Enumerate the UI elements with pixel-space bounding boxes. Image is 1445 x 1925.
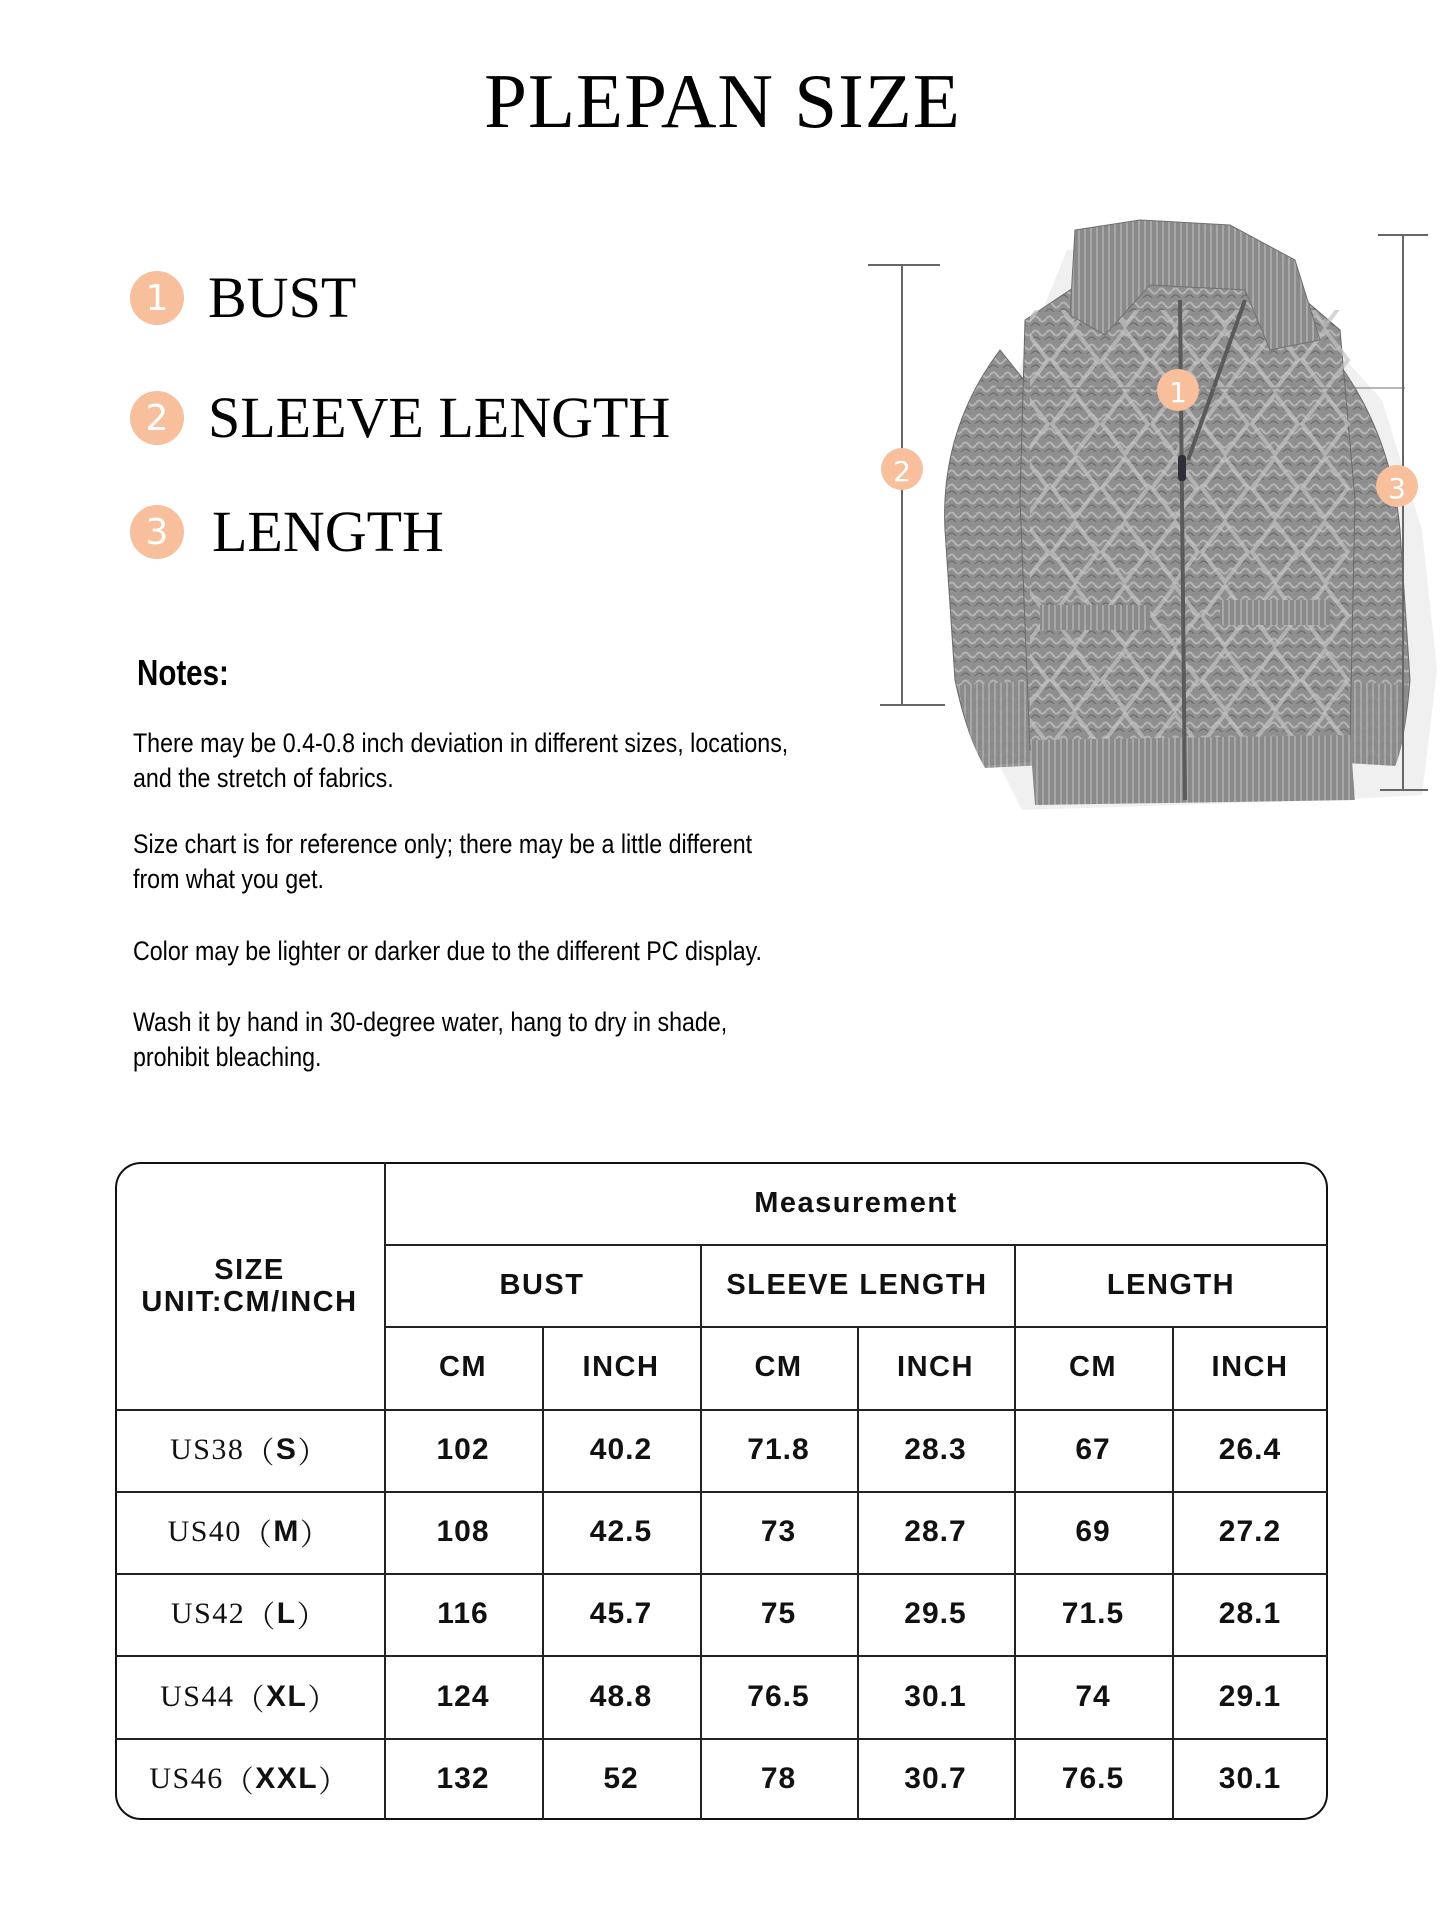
- left-pocket: [1040, 605, 1150, 630]
- size-header-label: SIZE: [214, 1253, 285, 1286]
- grid-line-vertical: [700, 1244, 702, 1820]
- right-pocket: [1220, 600, 1330, 625]
- paren-open: （: [241, 1519, 274, 1552]
- size-label: [115, 1409, 384, 1491]
- grid-line-vertical: [384, 1162, 386, 1820]
- unit-header: INCH: [582, 1351, 660, 1383]
- unit-header: INCH: [897, 1351, 974, 1383]
- zipper-pull: [1178, 455, 1186, 481]
- page-title: PLEPAN SIZE: [484, 58, 961, 144]
- paren-close: ）: [318, 1766, 350, 1799]
- note-line: Wash it by hand in 30-degree water, hang to dry in shade,: [133, 1007, 728, 1037]
- group-header-length: LENGTH: [1106, 1268, 1236, 1301]
- group-header-bust: BUST: [499, 1268, 585, 1301]
- table-cell: 30.1: [904, 1679, 967, 1713]
- unit-header: CM: [438, 1351, 488, 1383]
- size-letter: S: [275, 1433, 298, 1466]
- marker-2: [881, 448, 923, 490]
- table-cell: 76.5: [1061, 1762, 1125, 1795]
- marker-3: [1376, 465, 1418, 507]
- paren-close: ）: [307, 1683, 339, 1717]
- unit-header-label: UNIT:CM/INCH: [141, 1285, 358, 1318]
- size-us: US46: [149, 1762, 224, 1795]
- grid-line-horizontal: [384, 1244, 1328, 1246]
- size-us: US44: [160, 1679, 235, 1713]
- grid-line-horizontal: [115, 1409, 1328, 1411]
- table-cell: 75: [760, 1597, 797, 1630]
- table-cell: 48.8: [589, 1679, 653, 1713]
- table-cell: 28.3: [904, 1433, 967, 1466]
- marker-3-label: 3: [1388, 472, 1406, 505]
- group-header-sleeve-length: SLEEVE LENGTH: [726, 1268, 988, 1301]
- note-line: Color may be lighter or darker due to the different PC display.: [133, 936, 762, 966]
- size-label: [115, 1573, 384, 1655]
- table-cell: 45.7: [589, 1597, 653, 1630]
- grid-line-horizontal: [115, 1655, 1328, 1657]
- measurement-header: Measurement: [754, 1186, 958, 1219]
- legend-label: SLEEVE LENGTH: [208, 385, 671, 450]
- note-line: prohibit bleaching.: [133, 1042, 322, 1072]
- size-letter: L: [276, 1597, 297, 1630]
- table-cell: 69: [1075, 1515, 1111, 1548]
- paren-open: （: [244, 1437, 276, 1470]
- note-paragraph: [133, 934, 941, 969]
- legend-item-sleeve-length: [130, 385, 671, 450]
- size-letter: XXL: [255, 1762, 319, 1795]
- legend-label: BUST: [208, 265, 357, 330]
- paren-close: ）: [296, 1601, 329, 1634]
- grid-line-horizontal: [115, 1491, 1328, 1493]
- table-cell: 27.2: [1218, 1515, 1282, 1548]
- table-cell: 116: [437, 1597, 489, 1630]
- size-label: [115, 1491, 384, 1573]
- table-cell: 29.1: [1218, 1679, 1282, 1713]
- note-line: Size chart is for reference only; there may be a little different: [133, 829, 753, 859]
- size-unit-header: [115, 1162, 384, 1409]
- hem-ribbing: [1030, 735, 1355, 805]
- table-cell: 26.4: [1218, 1433, 1282, 1466]
- number-badge-2: 2: [130, 391, 184, 445]
- table-cell: 71.8: [747, 1433, 810, 1466]
- table-cell: 30.7: [904, 1762, 967, 1795]
- grid-line-vertical: [857, 1326, 859, 1820]
- sweater-diagram: [850, 200, 1445, 820]
- legend-item-bust: [130, 265, 357, 330]
- note-paragraph: [133, 1005, 941, 1075]
- unit-header: CM: [1068, 1351, 1118, 1383]
- paren-open: （: [223, 1766, 256, 1799]
- table-cell: 29.5: [904, 1597, 967, 1630]
- table-cell: 76.5: [747, 1679, 810, 1713]
- table-cell: 74: [1075, 1679, 1111, 1713]
- size-us: US42: [170, 1597, 246, 1630]
- table-cell: 71.5: [1061, 1597, 1125, 1630]
- table-cell: 124: [436, 1679, 490, 1713]
- table-cell: 52: [603, 1762, 639, 1795]
- grid-line-vertical: [1172, 1326, 1174, 1820]
- size-table: [115, 1162, 1328, 1820]
- note-line: There may be 0.4-0.8 inch deviation in different sizes, locations,: [133, 728, 789, 758]
- marker-1: [1157, 369, 1199, 411]
- table-cell: 42.5: [589, 1515, 653, 1548]
- grid-line-vertical: [542, 1326, 544, 1820]
- table-cell: 30.1: [1218, 1762, 1282, 1795]
- paren-close: ）: [297, 1437, 329, 1470]
- note-line: and the stretch of fabrics.: [133, 763, 394, 793]
- note-paragraph: [133, 827, 941, 897]
- table-cell: 132: [436, 1762, 490, 1795]
- size-us: US38: [170, 1433, 245, 1466]
- paren-open: （: [234, 1683, 266, 1717]
- note-line: from what you get.: [133, 864, 325, 894]
- marker-2-label: 2: [893, 455, 911, 488]
- grid-line-horizontal: [384, 1326, 1328, 1328]
- number-badge-3: 3: [130, 505, 184, 559]
- unit-header: INCH: [1211, 1351, 1289, 1383]
- grid-line-horizontal: [115, 1738, 1328, 1740]
- size-letter: XL: [266, 1679, 308, 1713]
- table-cell: 102: [436, 1433, 490, 1466]
- table-cell: 108: [436, 1515, 490, 1548]
- paren-open: （: [245, 1601, 277, 1634]
- table-cell: 28.7: [904, 1515, 967, 1548]
- size-label: [115, 1655, 384, 1738]
- legend-item-length: [130, 499, 444, 564]
- table-cell: 67: [1075, 1433, 1111, 1466]
- marker-1-label: 1: [1169, 376, 1187, 409]
- number-badge-1: 1: [130, 271, 184, 325]
- table-cell: 73: [760, 1515, 797, 1548]
- unit-header: CM: [754, 1351, 803, 1383]
- notes-heading: Notes:: [137, 652, 229, 693]
- size-us: US40: [167, 1515, 242, 1548]
- size-letter: M: [273, 1515, 300, 1548]
- grid-line-vertical: [1014, 1244, 1016, 1820]
- note-paragraph: [133, 726, 941, 796]
- paren-close: ）: [299, 1519, 332, 1552]
- grid-line-horizontal: [115, 1573, 1328, 1575]
- table-cell: 28.1: [1218, 1597, 1282, 1630]
- table-cell: 78: [760, 1762, 797, 1795]
- legend-label: LENGTH: [212, 499, 444, 564]
- size-label: [115, 1738, 384, 1820]
- table-cell: 40.2: [589, 1433, 653, 1466]
